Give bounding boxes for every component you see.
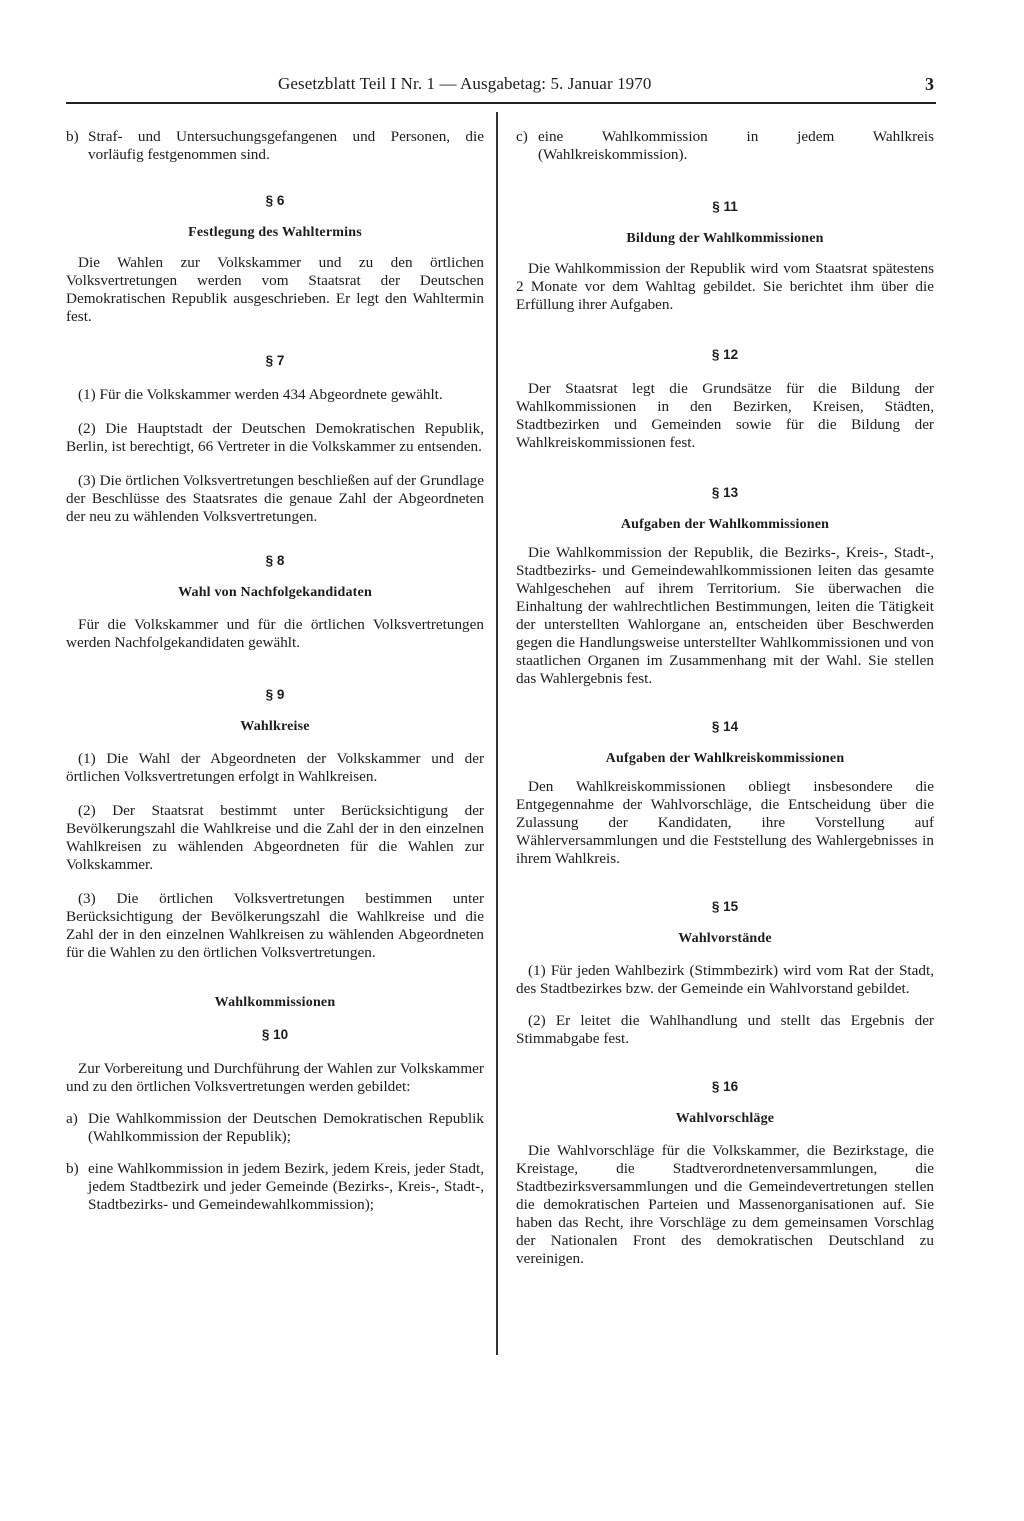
section-13-text: Die Wahlkommission der Republik, die Bezirks-, Kreis-, Stadt-, Stadtbezirks- und Gemeindewahlkommissionen leiten das gesamte Wahlgeschehen auf ihrem Territorium. Sie überwachen die Einhaltung der wahlrechtlichen Bestimmungen, leiten die Tätigkeit der unterstellten Wahlorgane an, entscheiden über Beschwerden gegen die Handlungsweise unterstellter Wahlkommissionen und von staatlichen Organen im Zusammenhang mit der Wahl. Sie stellen das Wahlergebnis fest. — [516, 544, 934, 687]
section-12-number: § 12 — [711, 347, 739, 362]
section-9-number: § 9 — [265, 687, 285, 702]
section-6-text: Die Wahlen zur Volkskammer und zu den örtlichen Volksvertretungen werden vom Staatsrat der Deutschen Demokratischen Republik ausgeschrieben. Er legt den Wahltermin fest. — [66, 254, 484, 325]
section-15-title: Wahlvorstände — [678, 931, 772, 946]
list-item-b-intro — [66, 128, 484, 164]
section-9-para-2: (2) Der Staatsrat bestimmt unter Berücksichtigung der Bevölkerungszahl die Wahlkreise und die Zahl der in den einzelnen Wahlkreisen zu wählenden Abgeordneten für die Wahlen zur Volkskammer. — [66, 802, 484, 873]
section-11-number: § 11 — [712, 199, 738, 214]
list-item-c — [516, 128, 934, 164]
section-7-para-2: (2) Die Hauptstadt der Deutschen Demokratischen Republik, Berlin, ist berechtigt, 66 Vertreter in die Volkskammer zu entsenden. — [66, 420, 484, 455]
section-14-number: § 14 — [711, 719, 739, 734]
section-12-text: Der Staatsrat legt die Grundsätze für die Bildung der Wahlkommissionen in den Bezirken, Kreisen, Städten, Stadtbezirken und Gemeinden sowie für die Bildung der Wahlkreiskommissionen fest. — [516, 380, 934, 451]
section-10-number: § 10 — [261, 1027, 289, 1042]
section-15-para-2: (2) Er leitet die Wahlhandlung und stellt das Ergebnis der Stimmabgabe fest. — [516, 1012, 934, 1047]
section-16-title: Wahlvorschläge — [675, 1111, 775, 1126]
section-6-title: Festlegung des Wahltermins — [188, 225, 362, 240]
section-13-title: Aufgaben der Wahlkommissionen — [620, 517, 830, 532]
list-text: eine Wahlkommission in jedem Wahlkreis (Wahlkreiskommission). — [538, 128, 934, 163]
section-9-para-1: (1) Die Wahl der Abgeordneten der Volkskammer und der örtlichen Volksvertretungen erfolgt in Wahlkreisen. — [66, 750, 484, 785]
list-text: Straf- und Untersuchungsgefangenen und Personen, die vorläufig festgenommen sind. — [88, 128, 484, 163]
list-item-a — [66, 1110, 484, 1146]
section-11-title: Bildung der Wahlkommissionen — [626, 231, 824, 246]
section-8-number: § 8 — [265, 553, 285, 568]
left-column — [66, 128, 484, 1214]
list-label: a) — [66, 1110, 78, 1127]
section-7-number: § 7 — [265, 353, 285, 368]
section-11-text: Die Wahlkommission der Republik wird vom Staatsrat spätestens 2 Monate vor dem Wahltag gebildet. Sie berichtet ihm über die Erfüllung ihrer Aufgaben. — [516, 260, 934, 313]
section-14-title: Aufgaben der Wahlkreiskommissionen — [605, 751, 845, 766]
section-14-text: Den Wahlkreiskommissionen obliegt insbesondere die Entgegennahme der Wahlvorschläge, die Entscheidung über die Zulassung der Kandidaten, ihre Vorstellung auf Wählerversammlungen und die Feststellung des Wahlergebnisses in ihrem Wahlkreis. — [516, 778, 934, 867]
section-7-para-3: (3) Die örtlichen Volksvertretungen beschließen auf der Grundlage der Beschlüsse des Staatsrates die genaue Zahl der Abgeordneten der neu zu wählenden Volksvertretungen. — [66, 472, 484, 525]
list-text: eine Wahlkommission in jedem Bezirk, jedem Kreis, jeder Stadt, jedem Stadtbezirk und jeder Gemeinde (Bezirks-, Kreis-, Stadt-, Stadtbezirks- und Gemeindewahlkommission); — [88, 1160, 484, 1213]
page-header — [66, 72, 936, 104]
gazette-title: Gesetzblatt Teil I Nr. 1 — Ausgabetag: 5. Januar 1970 — [278, 74, 652, 93]
section-6-number: § 6 — [265, 193, 285, 208]
list-item-b — [66, 1160, 484, 1214]
list-text: Die Wahlkommission der Deutschen Demokratischen Republik (Wahlkommission der Republik); — [88, 1110, 484, 1145]
column-divider — [496, 112, 498, 1355]
section-8-text: Für die Volkskammer und für die örtlichen Volksvertretungen werden Nachfolgekandidaten gewählt. — [66, 616, 484, 651]
section-8-title: Wahl von Nachfolgekandidaten — [178, 585, 372, 600]
section-13-number: § 13 — [711, 485, 739, 500]
section-9-para-3: (3) Die örtlichen Volksvertretungen bestimmen unter Berücksichtigung der Bevölkerungszahl die Wahlkreise und die Zahl der in den einzelnen Wahlkreisen zu wählenden Abgeordneten für die Wahlen zu den örtlichen Volksvertretungen. — [66, 890, 484, 961]
section-15-number: § 15 — [711, 899, 739, 914]
section-10-intro: Zur Vorbereitung und Durchführung der Wahlen zur Volkskammer und zu den örtlichen Volksvertretungen werden gebildet: — [66, 1060, 484, 1095]
list-label: c) — [516, 128, 528, 145]
list-label: b) — [66, 1160, 79, 1177]
part-title-wahlkommissionen: Wahlkommissionen — [214, 995, 336, 1010]
list-label: b) — [66, 128, 79, 145]
section-15-para-1: (1) Für jeden Wahlbezirk (Stimmbezirk) wird vom Rat der Stadt, des Stadtbezirkes bzw. der Gemeinde ein Wahlvorstand gebildet. — [516, 962, 934, 997]
right-column — [516, 128, 934, 1268]
section-16-text: Die Wahlvorschläge für die Volkskammer, die Bezirkstage, die Kreistage, die Stadtverordnetenversammlungen, die Stadtbezirksversammlungen und die Gemeindevertretungen stellen die demokratischen Parteien und Massenorganisationen auf. Sie haben das Recht, ihre Vorschläge zu dem gemeinsamen Vorschlag der Nationalen Front des demokratischen Deutschland zu vereinigen. — [516, 1142, 934, 1267]
section-7-para-1: (1) Für die Volkskammer werden 434 Abgeordnete gewählt. — [78, 386, 443, 403]
section-9-title: Wahlkreise — [240, 719, 310, 734]
section-16-number: § 16 — [711, 1079, 739, 1094]
page-number: 3 — [925, 74, 934, 94]
